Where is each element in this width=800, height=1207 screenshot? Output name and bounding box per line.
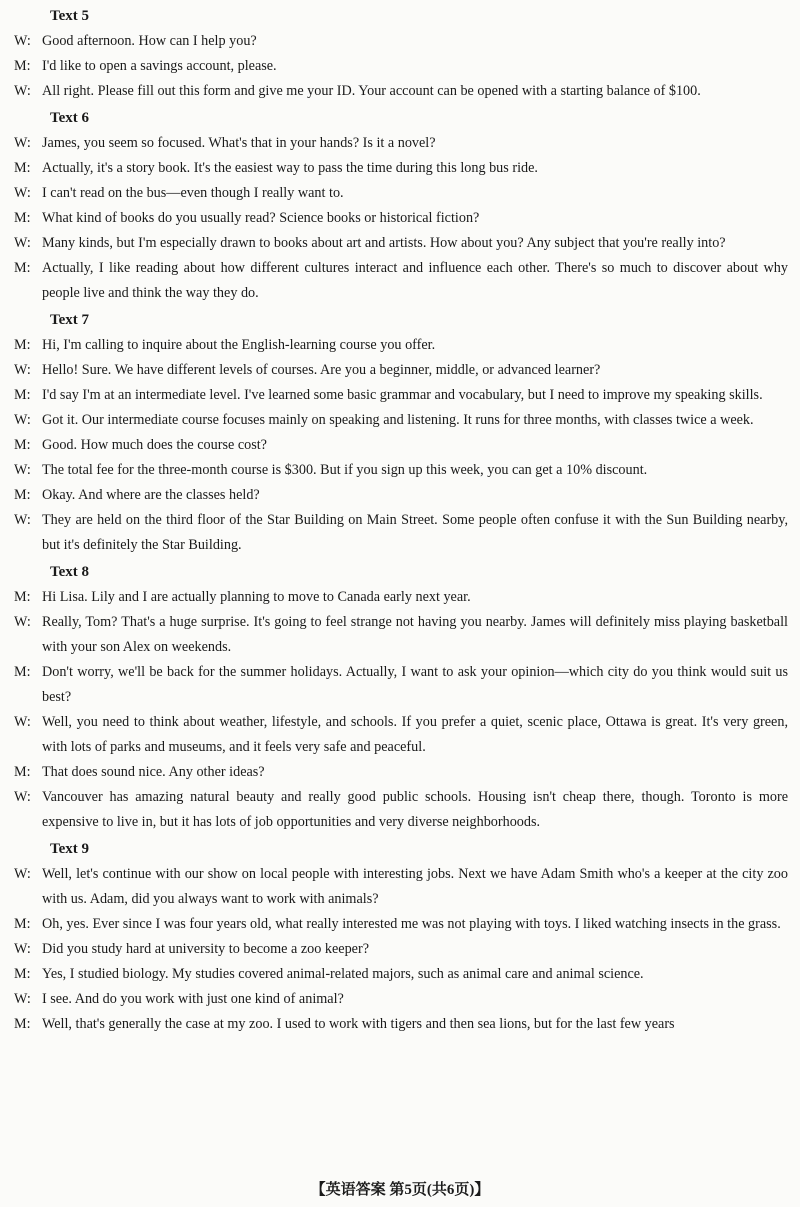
transcript-section [14,308,788,558]
speaker-label: M: [14,589,31,605]
speaker-label: M: [14,160,31,176]
dialogue-text: Many kinds, but I'm especially drawn to books about art and artists. How about you? Any subject that you're really into? [42,235,726,251]
dialogue-text: Actually, it's a story book. It's the easiest way to pass the time during this long bus ride. [42,160,538,176]
dialogue-line [14,660,788,710]
speaker-label: M: [14,764,31,780]
speaker-label: M: [14,916,31,932]
section-heading: Text 6 [50,110,90,126]
transcript-section [14,106,788,306]
speaker-label: W: [14,185,31,201]
dialogue-text: I'd like to open a savings account, please. [42,58,277,74]
section-heading: Text 8 [50,564,90,580]
dialogue-text: What kind of books do you usually read? Science books or historical fiction? [42,210,480,226]
dialogue-line [14,408,788,433]
transcript-section [14,560,788,835]
dialogue-text: I can't read on the bus—even though I really want to. [42,185,344,201]
speaker-label: W: [14,789,31,805]
dialogue-line [14,231,788,256]
section-heading: Text 5 [50,8,90,24]
speaker-label: W: [14,614,31,630]
dialogue-text: James, you seem so focused. What's that in your hands? Is it a novel? [42,135,436,151]
dialogue-text: Vancouver has amazing natural beauty and really good public schools. Housing isn't cheap there, though. Toronto is more expensive to live in, but it has lots of job opportunities and very diverse neighborhoods. [42,789,788,830]
speaker-label: W: [14,512,31,528]
dialogue-line [14,760,788,785]
dialogue-text: I'd say I'm at an intermediate level. I've learned some basic grammar and vocabulary, but I need to improve my speaking skills. [42,387,763,403]
dialogue-line [14,206,788,231]
dialogue-text: Hi Lisa. Lily and I are actually planning to move to Canada early next year. [42,589,471,605]
dialogue-line [14,383,788,408]
dialogue-text: Hello! Sure. We have different levels of courses. Are you a beginner, middle, or advanced learner? [42,362,601,378]
speaker-label: M: [14,437,31,453]
dialogue-text: Okay. And where are the classes held? [42,487,260,503]
speaker-label: M: [14,1016,31,1032]
speaker-label: W: [14,462,31,478]
dialogue-text: Hi, I'm calling to inquire about the English-learning course you offer. [42,337,436,353]
speaker-label: W: [14,33,31,49]
dialogue-text: The total fee for the three-month course is $300. But if you sign up this week, you can get a 10% discount. [42,462,648,478]
speaker-label: W: [14,83,31,99]
dialogue-line [14,937,788,962]
dialogue-text: Actually, I like reading about how different cultures interact and influence each other. There's so much to discover about why people live and think the way they do. [42,260,788,301]
speaker-label: W: [14,412,31,428]
speaker-label: M: [14,487,31,503]
dialogue-text: Well, that's generally the case at my zoo. I used to work with tigers and then sea lions, but for the last few years [42,1016,675,1032]
speaker-label: W: [14,941,31,957]
page-footer: 【英语答案 第5页(共6页)】 [310,1182,490,1198]
dialogue-text: That does sound nice. Any other ideas? [42,764,265,780]
dialogue-text: Did you study hard at university to become a zoo keeper? [42,941,369,957]
dialogue-line [14,1012,788,1037]
dialogue-line [14,29,788,54]
dialogue-line [14,912,788,937]
document-page [0,4,800,1207]
transcript-section [14,4,788,104]
dialogue-text: All right. Please fill out this form and give me your ID. Your account can be opened with a starting balance of $100. [42,83,701,99]
speaker-label: M: [14,260,31,276]
speaker-label: M: [14,966,31,982]
dialogue-line [14,181,788,206]
speaker-label: M: [14,210,31,226]
speaker-label: W: [14,991,31,1007]
dialogue-text: They are held on the third floor of the Star Building on Main Street. Some people often confuse it with the Sun Building nearby, but it's definitely the Star Building. [42,512,788,553]
transcript-section [14,837,788,1037]
speaker-label: W: [14,235,31,251]
speaker-label: M: [14,58,31,74]
dialogue-line [14,962,788,987]
dialogue-line [14,508,788,558]
dialogue-line [14,156,788,181]
dialogue-text: Yes, I studied biology. My studies covered animal-related majors, such as animal care and animal science. [42,966,644,982]
dialogue-text: Well, you need to think about weather, lifestyle, and schools. If you prefer a quiet, scenic place, Ottawa is great. It's very green, with lots of parks and museums, and it feels very safe and peaceful. [42,714,788,755]
dialogue-text: Good. How much does the course cost? [42,437,267,453]
dialogue-text: Got it. Our intermediate course focuses mainly on speaking and listening. It runs for three months, with classes twice a week. [42,412,754,428]
dialogue-text: Don't worry, we'll be back for the summer holidays. Actually, I want to ask your opinion—which city do you think would suit us best? [42,664,788,705]
transcript-body [14,4,788,1037]
dialogue-line [14,785,788,835]
speaker-label: M: [14,664,31,680]
dialogue-line [14,358,788,383]
speaker-label: M: [14,387,31,403]
dialogue-line [14,131,788,156]
dialogue-line [14,710,788,760]
speaker-label: W: [14,362,31,378]
dialogue-text: Oh, yes. Ever since I was four years old, what really interested me was not playing with toys. I liked watching insects in the grass. [42,916,781,932]
dialogue-line [14,610,788,660]
dialogue-text: I see. And do you work with just one kind of animal? [42,991,344,1007]
dialogue-line [14,333,788,358]
speaker-label: W: [14,135,31,151]
dialogue-line [14,862,788,912]
section-heading: Text 7 [50,312,90,328]
dialogue-text: Well, let's continue with our show on local people with interesting jobs. Next we have Adam Smith who's a keeper at the city zoo with us. Adam, did you always want to work with animals? [42,866,788,907]
speaker-label: W: [14,714,31,730]
dialogue-text: Good afternoon. How can I help you? [42,33,257,49]
dialogue-line [14,433,788,458]
dialogue-text: Really, Tom? That's a huge surprise. It's going to feel strange not having you nearby. James will definitely miss playing basketball with your son Alex on weekends. [42,614,788,655]
dialogue-line [14,79,788,104]
dialogue-line [14,458,788,483]
speaker-label: M: [14,337,31,353]
speaker-label: W: [14,866,31,882]
dialogue-line [14,54,788,79]
section-heading: Text 9 [50,841,90,857]
dialogue-line [14,987,788,1012]
dialogue-line [14,256,788,306]
dialogue-line [14,585,788,610]
dialogue-line [14,483,788,508]
